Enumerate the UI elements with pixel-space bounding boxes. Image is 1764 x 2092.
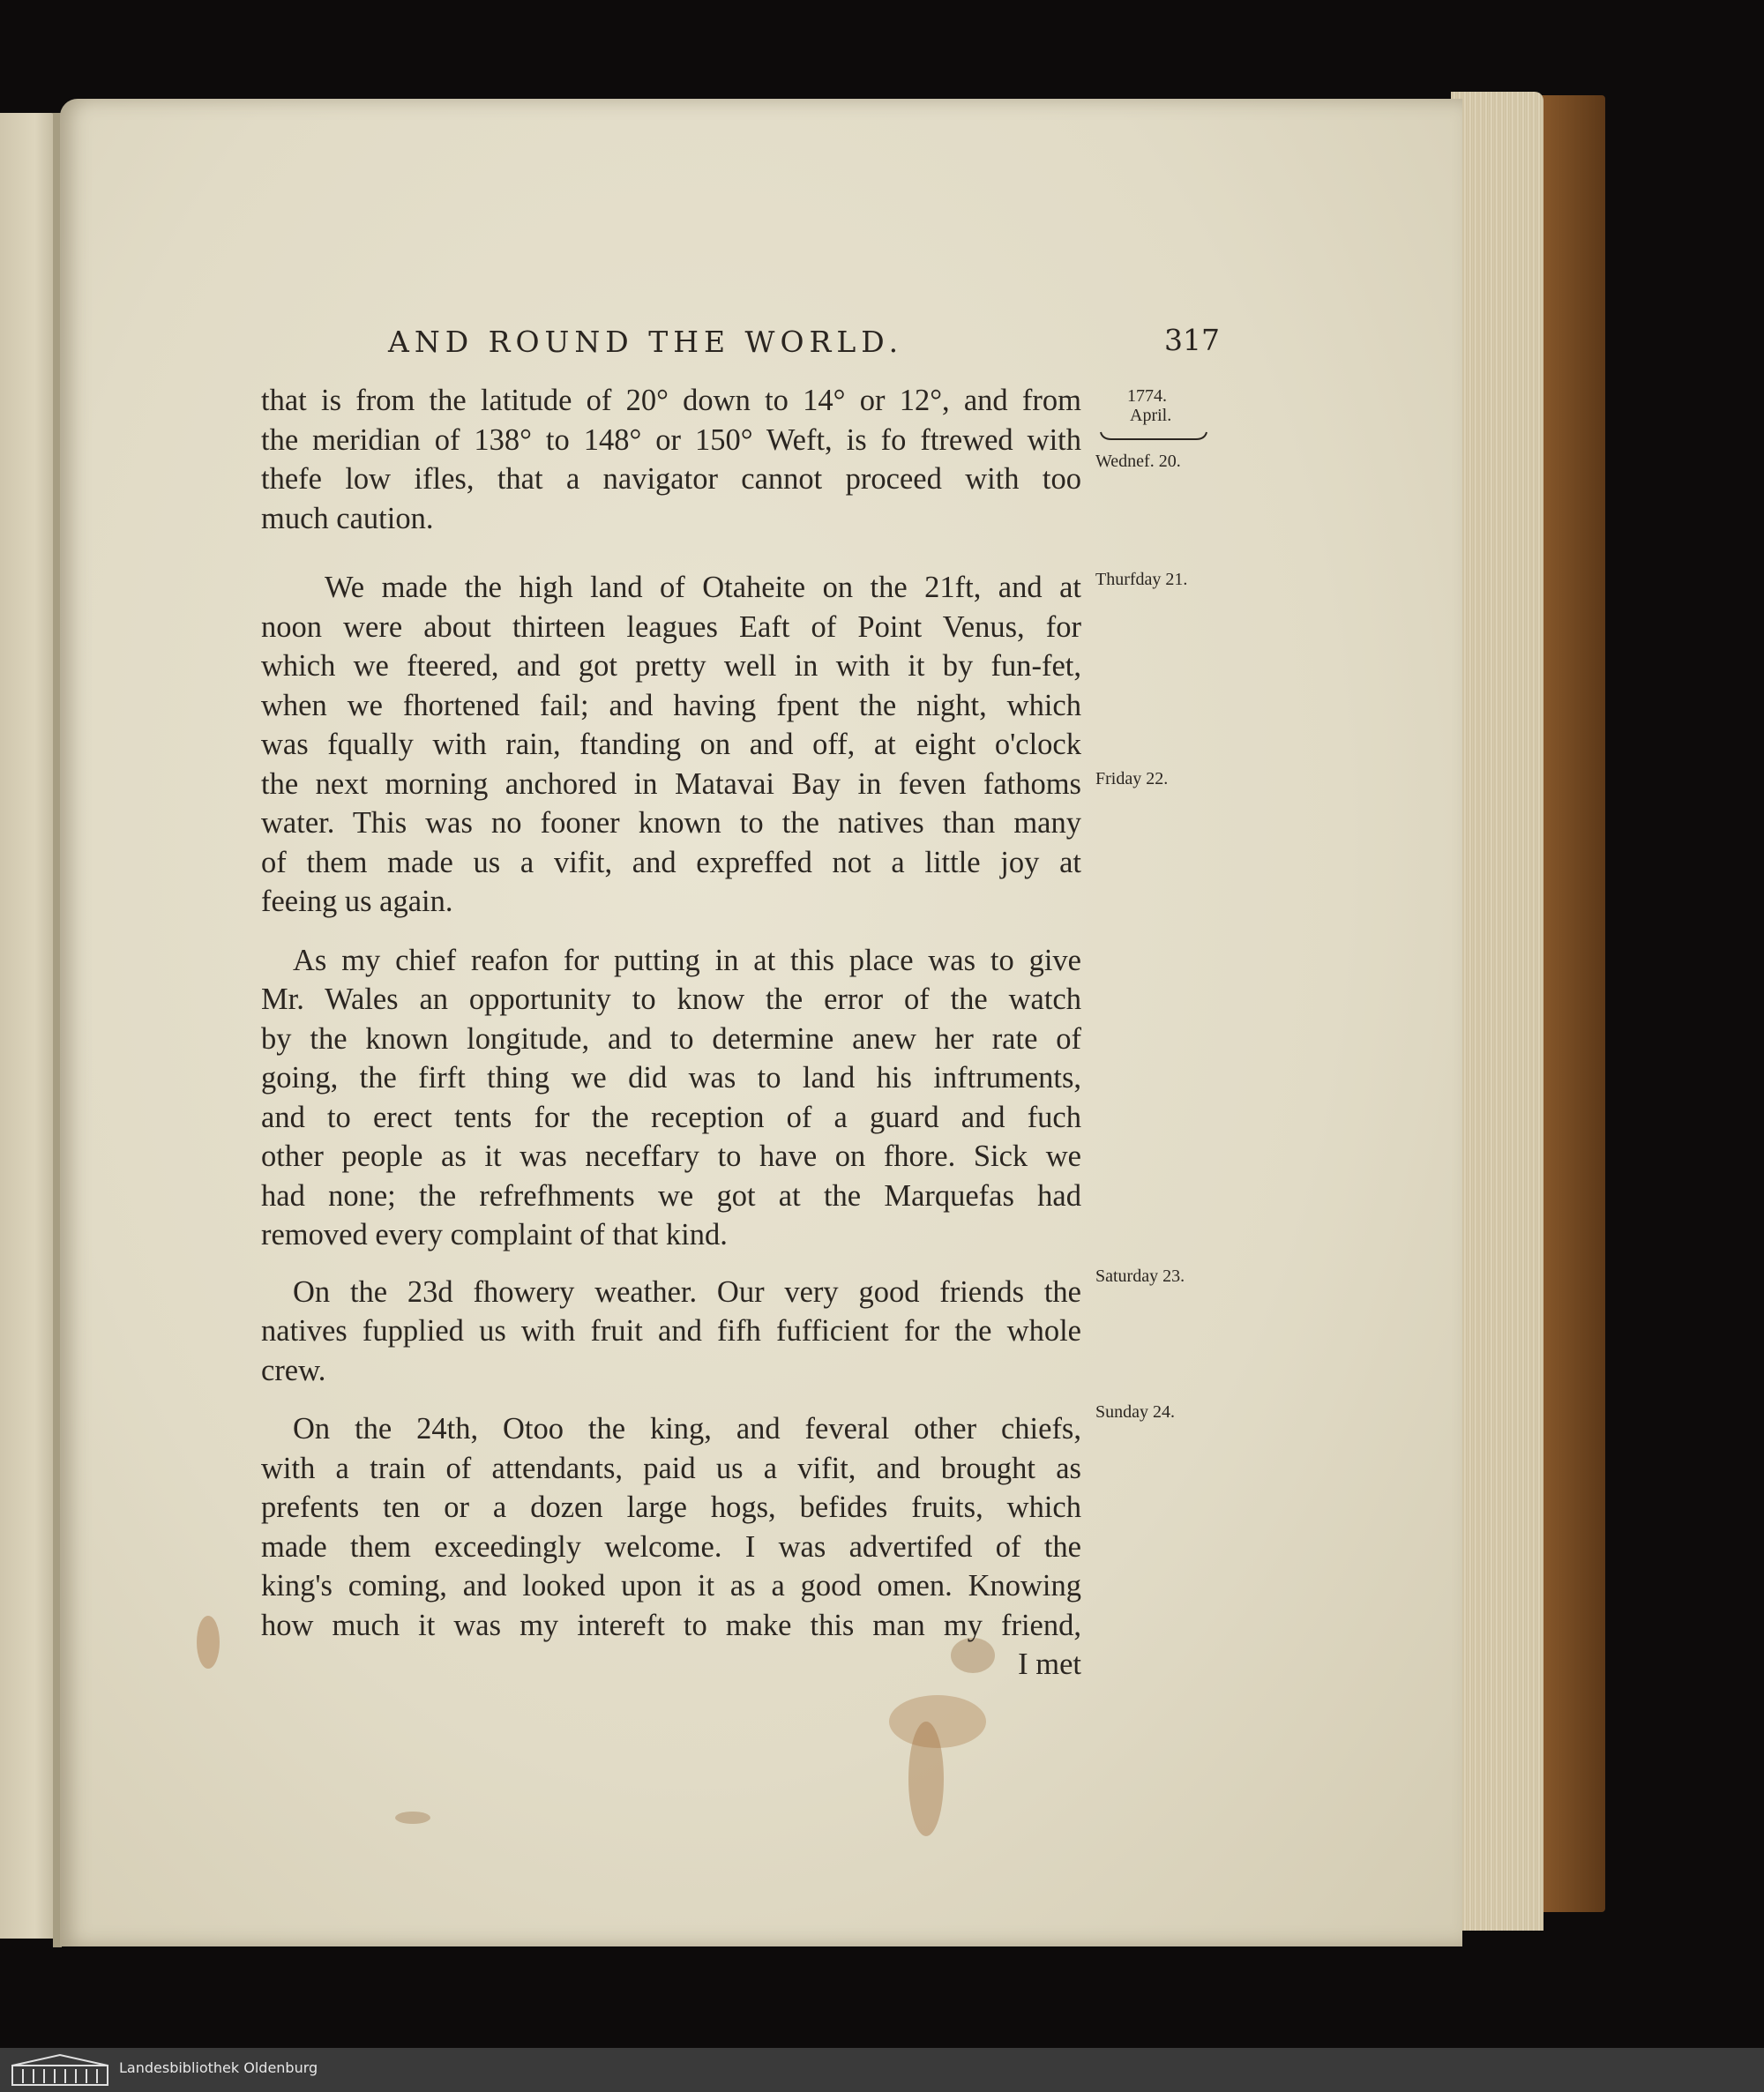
text-line: other people as it was neceffary to have on fhore. Sick we (261, 1139, 1081, 1173)
paragraph (261, 381, 1081, 538)
water-stain (197, 1616, 220, 1669)
text-line: by the known longitude, and to determine anew her rate of (261, 1021, 1081, 1056)
text-line: prefents ten or a dozen large hogs, befides fruits, which (261, 1491, 1081, 1524)
margin-year: 1774. (1127, 386, 1167, 406)
text-line: king's coming, and looked upon it as a good omen. Knowing (261, 1569, 1081, 1603)
text-line: Mr. Wales an opportunity to know the error of the watch (261, 982, 1081, 1016)
paragraph (261, 941, 1081, 1255)
paragraph (261, 568, 1081, 922)
text-line: On the 24th, Otoo the king, and feveral other chiefs, (293, 1412, 1081, 1446)
text-line: with a train of attendants, paid us a vifit, and brought as (261, 1451, 1081, 1485)
text-line: made them exceedingly welcome. I was advertifed of the (261, 1529, 1081, 1564)
body-text (261, 381, 1081, 1685)
text-line: was fqually with rain, ftanding on and off, at eight o'clock (261, 728, 1081, 761)
library-footer-bar (0, 2048, 1764, 2092)
water-stain (908, 1722, 944, 1836)
margin-brace (1099, 430, 1208, 445)
text-line: feeing us again. (261, 885, 453, 918)
text-line: that is from the latitude of 20° down to 14° or 12°, and from (261, 384, 1081, 417)
library-building-icon (11, 2053, 109, 2087)
text-line: On the 23d fhowery weather. Our very good friends the (293, 1274, 1081, 1309)
margin-thursday: Thurfday 21. (1095, 570, 1188, 589)
text-line: the meridian of 138° to 148° or 150° Weft, is fo ftrewed with (261, 422, 1081, 457)
paragraph (261, 1273, 1081, 1391)
text-line: and to erect tents for the reception of a guard and fuch (261, 1100, 1081, 1134)
text-line: We made the high land of Otaheite on the 21ft, and at (325, 571, 1081, 604)
catchword: I met (1018, 1647, 1081, 1681)
margin-friday: Friday 22. (1095, 769, 1169, 788)
page-stack-edge (1451, 92, 1544, 1931)
text-line: going, the firft thing we did was to land his inftruments, (261, 1061, 1081, 1095)
margin-saturday: Saturday 23. (1095, 1266, 1185, 1286)
water-stain (395, 1812, 430, 1824)
text-line: crew. (261, 1353, 326, 1387)
text-line: of them made us a vifit, and expreffed not a little joy at (261, 845, 1081, 879)
text-line: noon were about thirteen leagues Eaft of Point Venus, for (261, 609, 1081, 644)
text-line: much caution. (261, 501, 434, 535)
text-line: how much it was my intereft to make this man my friend, (261, 1608, 1081, 1642)
text-line: the next morning anchored in Matavai Bay in feven fathoms (261, 766, 1081, 801)
text-line: As my chief reafon for putting in at this place was to give (293, 943, 1081, 977)
paragraph (261, 1409, 1081, 1645)
text-line: water. This was no fooner known to the natives than many (261, 806, 1081, 840)
text-line: natives fupplied us with fruit and fifh fufficient for the whole (261, 1314, 1081, 1348)
text-line: which we fteered, and got pretty well in with it by fun-fet, (261, 649, 1081, 683)
text-line: removed every complaint of that kind. (261, 1218, 728, 1251)
margin-month: April. (1130, 406, 1172, 425)
text-line: when we fhortened fail; and having fpent the night, which (261, 688, 1081, 722)
margin-sunday: Sunday 24. (1095, 1402, 1175, 1422)
text-line: had none; the refrefhments we got at the Marquefas had (261, 1178, 1081, 1213)
running-head: AND ROUND THE WORLD. (388, 325, 904, 359)
page-number: 317 (1164, 323, 1220, 357)
library-name: Landesbibliothek Oldenburg (119, 2059, 318, 2076)
text-line: thefe low ifles, that a navigator cannot proceed with too (261, 462, 1081, 496)
margin-wednesday: Wednef. 20. (1095, 452, 1181, 471)
